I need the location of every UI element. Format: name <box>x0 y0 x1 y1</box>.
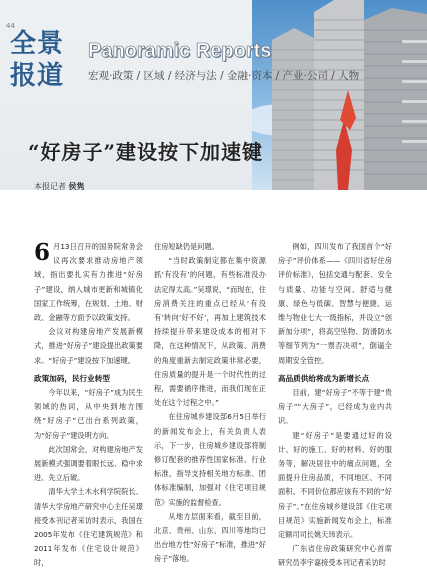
header-photo-buildings <box>252 0 427 190</box>
paragraph <box>34 386 143 443</box>
paragraph <box>34 240 143 325</box>
paragraph-text: 广东省住房政策研究中心首席研究员李宇嘉接受本刊记者采访时 <box>278 544 392 568</box>
paragraph <box>154 254 266 410</box>
subheading: 高品质供给将成为新增长点 <box>278 373 370 383</box>
paragraph <box>278 240 392 368</box>
skyscraper-illustration <box>252 0 427 190</box>
paragraph-text: 目前，建“好房子”不等于建“贵房子”“大房子”，已经成为业内共识。 <box>278 388 392 426</box>
section-title-zh: 全景报道 <box>10 29 65 91</box>
paragraph-text: 例如，四川发布了我国首个“好房子”评价体系——《四川省好住房评价标准》，包括交通与配套、安全与质量、功能与空间、舒适与健康、绿色与低碳、智慧与便捷、运维与物业七大一级指标，并设立“创新加分项”，将高空坠物、防滑防水等细节列为“一票否决项”，倒逼全周期安全管控。 <box>278 242 392 365</box>
byline <box>34 181 85 192</box>
paragraph-text: 在住房城乡建设部6月5日举行的新闻发布会上，有关负责人表示，下一步，住房城乡建设部将制修订配套的推荐性国家标准、行业标准，指导支持相关地方标准、团体标准编制，加强对《住宅项目规范》实施的监督检查。 <box>154 412 266 507</box>
paragraph <box>154 410 266 509</box>
article-title: “好房子”建设按下加速键 <box>28 140 264 164</box>
section-tags: 宏观·政策 / 区域 / 经济与法 / 金融·资本 / 产业·公司 / 人物 <box>88 70 360 82</box>
byline-author: 侯隽 <box>68 182 85 191</box>
paragraph-text: 住房短缺仍是问题。 <box>154 242 219 251</box>
text-column-2 <box>154 240 266 567</box>
paragraph <box>278 429 392 543</box>
paragraph-text: 此次国常会，对构建房地产发展新模式强调要着眼长远、稳中求进、先立后破。 <box>34 444 143 483</box>
text-column-1 <box>34 240 143 571</box>
paragraph <box>154 240 266 254</box>
paragraph <box>34 325 143 368</box>
paragraph-text: 月13日召开的国务院常务会议再次要求推动房地产领域，指出要扎实有力推进“好房子”建设，纳入城市更新和城镇化国家工作统筹，在规划、土地、财政、金融等方面予以政策支持。 <box>34 242 143 323</box>
page-number: 44 <box>6 22 15 30</box>
paragraph-text: 会议对构建房地产发展新模式，推进“好房子”建设提出政策要求。“好房子”建设按下加速键。 <box>34 327 143 365</box>
drop-cap: 6 <box>34 239 51 266</box>
byline-prefix: 本报记者 <box>34 182 66 191</box>
subheading: 政策加码，民行业转型 <box>34 373 110 383</box>
paragraph <box>154 510 266 567</box>
text-column-3 <box>278 240 392 571</box>
paragraph-text: 从地方层面来看，截至目前，北京、贵州、山东、四川等地均已出台地方性“好房子”标准，推进“好房子”落地。 <box>154 511 266 564</box>
paragraph-text: 建“好房子”是要通过好的设计、好的施工、好的材料、好的服务等，解决居住中的痛点问题，全面提升住房品质，不同地区、不同面积、不同价位都应该有不同的“好房子”。”在住房城乡建设部《住宅项目规范》实施新闻发布会上，标准定额司司长姚天玮表示。 <box>278 430 392 540</box>
paragraph <box>278 542 392 570</box>
paragraph-text: “当时政策制定都在集中资源抓‘有没有’的问题，有些标准没办法定得太高。”吴璟说，“而现在，住房消费关注的重点已经从‘有没有’转向‘好不好’，再加上建筑技术持续提升带来建设成本的相对下降，在这种情况下，从政策、消费的角度重新去制定政策非常必要，住房质量的提升是一个时代性的过程，需要循序推进，而我们现在正处在这个过程之中。” <box>154 256 266 408</box>
paragraph-text: 清华大学土木水利学院院长、清华大学房地产研究中心主任吴璟接受本刊记者采访时表示，我国在2005年发布《住宅建筑规范》和2011年发布《住宅设计规范》时， <box>34 487 143 568</box>
paragraph <box>278 386 392 429</box>
paragraph-text: 今年以来，“好房子”成为民生领域的热词，从中央到地方围绕“好房子”已出台系列政策，为“好房子”建设明方向。 <box>34 388 143 440</box>
paragraph <box>34 443 143 486</box>
section-title-en: Panoramic Reports <box>88 40 272 62</box>
